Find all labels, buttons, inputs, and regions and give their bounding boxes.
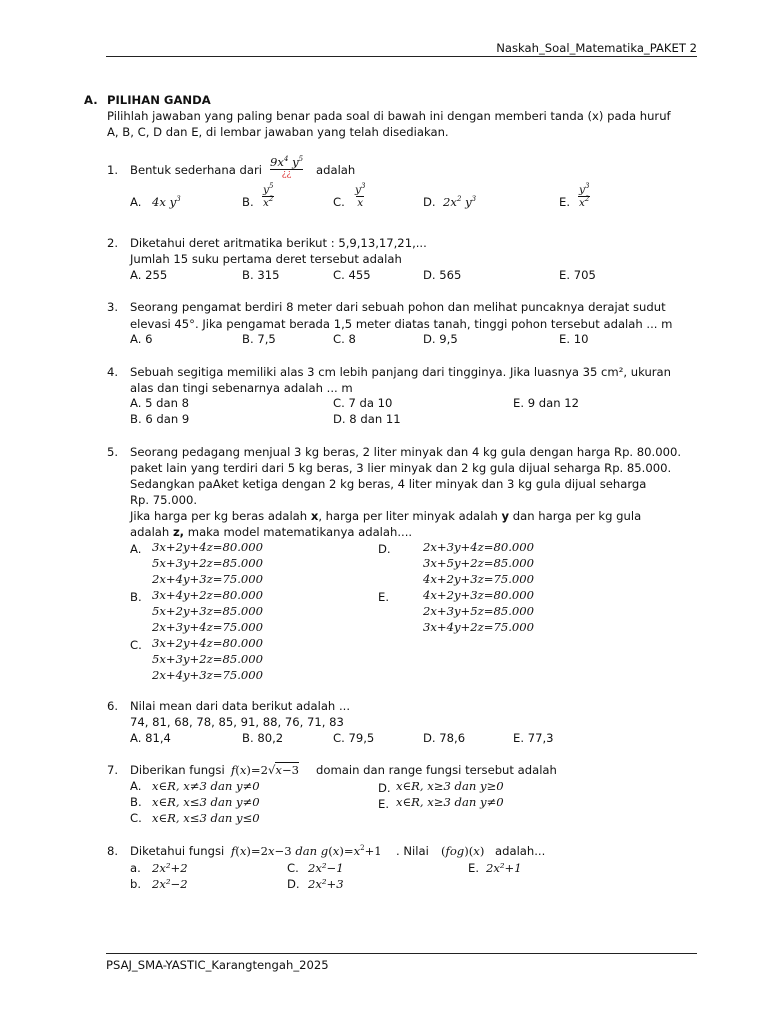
q7-option-c-value: x∈R, x≤3 dan y≤0 <box>152 811 260 825</box>
q5-line-2: paket lain yang terdiri dari 5 kg beras, 3 lier minyak dan 2 kg gula dijual seharga Rp. 85.000. <box>130 461 672 475</box>
q5-line-5 <box>130 508 641 524</box>
q8-option-e-label[interactable]: E. <box>468 861 480 875</box>
q7-text-before: Diberikan fungsi <box>130 763 225 777</box>
q8-option-a-label[interactable]: a. <box>130 861 141 875</box>
q3-option-d[interactable]: D. 9,5 <box>423 332 458 346</box>
section-title: PILIHAN GANDA <box>107 93 211 107</box>
q4-option-c[interactable]: C. 7 da 10 <box>333 396 393 410</box>
q8-text-after: adalah... <box>495 844 546 858</box>
q5-d-eq-3: 4x+2y+3z=75.000 <box>423 572 535 586</box>
q2-line-1: Diketahui deret aritmatika berikut : 5,9,13,17,21,... <box>130 236 427 250</box>
q2-option-e[interactable]: E. 705 <box>559 268 596 282</box>
q5-e-eq-3: 3x+4y+2z=75.000 <box>423 620 535 634</box>
q8-composition-expression: (fog)(x) <box>441 844 485 858</box>
q5-option-e-label[interactable]: E. <box>378 590 390 604</box>
q7-option-c-label[interactable]: C. <box>130 811 142 825</box>
q8-option-a-value: 2x²+2 <box>152 861 188 875</box>
q2-option-b[interactable]: B. 315 <box>242 268 280 282</box>
q8-option-b-label[interactable]: b. <box>130 877 142 891</box>
q3-option-a[interactable]: A. 6 <box>130 332 153 346</box>
section-letter: A. <box>84 93 98 107</box>
q1-option-e-label[interactable]: E. <box>559 195 571 209</box>
q1-fraction-numerator: $9x^4$ $y^5$ <box>270 155 304 169</box>
q2-line-2: Jumlah 15 suku pertama deret tersebut adalah <box>130 252 402 266</box>
q5-b-eq-1: 3x+4y+2z=80.000 <box>152 588 264 602</box>
footer-rule <box>106 953 697 954</box>
q6-option-d[interactable]: D. 78,6 <box>423 731 466 745</box>
q5-option-a-system <box>152 539 263 587</box>
q5-line-5-part-c: dan harga per kg gula <box>509 509 642 523</box>
q3-number: 3. <box>107 300 119 314</box>
q5-b-eq-3: 2x+3y+4z=75.000 <box>152 620 264 634</box>
q8-option-e-value: 2x²+1 <box>486 861 522 875</box>
q5-line-6-part-b: maka model matematikanya adalah.... <box>184 525 413 539</box>
q5-line-3: Sedangkan paAket ketiga dengan 2 kg beras, 4 liter minyak dan 3 kg gula dijual seharga <box>130 477 647 491</box>
q5-d-eq-1: 2x+3y+4z=80.000 <box>423 540 535 554</box>
q4-option-e[interactable]: E. 9 dan 12 <box>513 396 580 410</box>
q5-option-c-system <box>152 635 263 683</box>
q5-line-4: Rp. 75.000. <box>130 493 198 507</box>
q5-a-eq-2: 5x+3y+2z=85.000 <box>152 556 264 570</box>
q7-option-a-label[interactable]: A. <box>130 779 142 793</box>
q8-text-before: Diketahui fungsi <box>130 844 225 858</box>
q7-text-after: domain dan range fungsi tersebut adalah <box>316 763 557 777</box>
q5-number: 5. <box>107 445 119 459</box>
q4-option-b[interactable]: B. 6 dan 9 <box>130 412 190 426</box>
q8-number: 8. <box>107 844 119 858</box>
q5-option-e-system <box>423 587 534 635</box>
q5-line-6-part-a: adalah <box>130 525 173 539</box>
q6-option-a[interactable]: A. 81,4 <box>130 731 171 745</box>
q2-number: 2. <box>107 236 119 250</box>
document-header: Naskah_Soal_Matematika_PAKET 2 <box>496 41 697 55</box>
q1-text-after: adalah <box>316 163 356 177</box>
q6-option-e[interactable]: E. 77,3 <box>513 731 554 745</box>
header-rule <box>106 56 697 57</box>
q1-option-d-label[interactable]: D. <box>423 195 436 209</box>
q1-number: 1. <box>107 163 119 177</box>
q8-option-d-label[interactable]: D. <box>287 877 300 891</box>
q4-line-1: Sebuah segitiga memiliki alas 3 cm lebih panjang dari tingginya. Jika luasnya 35 cm², ukuran <box>130 365 672 379</box>
q5-line-5-part-a: Jika harga per kg beras adalah <box>130 509 311 523</box>
q5-line-1: Seorang pedagang menjual 3 kg beras, 2 liter minyak dan 4 kg gula dengan harga Rp. 80.000. <box>130 445 682 459</box>
q5-b-eq-2: 5x+2y+3z=85.000 <box>152 604 264 618</box>
q6-option-c[interactable]: C. 79,5 <box>333 731 375 745</box>
q5-c-eq-1: 3x+2y+4z=80.000 <box>152 636 264 650</box>
q1-option-d-value: $2x^2$ $y^3$ <box>443 195 477 209</box>
q1-text-before: Bentuk sederhana dari <box>130 163 262 177</box>
q1-option-a-label[interactable]: A. <box>130 195 142 209</box>
q4-option-a[interactable]: A. 5 dan 8 <box>130 396 190 410</box>
q1-option-c-value: $\frac{y^3}{x}$ <box>355 182 366 209</box>
q5-option-c-label[interactable]: C. <box>130 638 142 652</box>
q8-text-mid: . Nilai <box>396 844 429 858</box>
q5-d-eq-2: 3x+5y+2z=85.000 <box>423 556 535 570</box>
q5-c-eq-2: 5x+3y+2z=85.000 <box>152 652 264 666</box>
q1-option-b-label[interactable]: B. <box>242 195 254 209</box>
q3-option-e[interactable]: E. 10 <box>559 332 589 346</box>
q1-option-e-value: $\frac{y^3}{x^2}$ <box>579 182 590 209</box>
q7-option-a-value: x∈R, x≠3 dan y≠0 <box>152 779 260 793</box>
q7-option-d-label[interactable]: D. <box>378 781 391 795</box>
q4-number: 4. <box>107 365 119 379</box>
q7-option-b-label[interactable]: B. <box>130 795 142 809</box>
q6-line-1: Nilai mean dari data berikut adalah ... <box>130 699 351 713</box>
q5-option-a-label[interactable]: A. <box>130 542 142 556</box>
q7-number: 7. <box>107 763 119 777</box>
q1-option-a-value: 4x $y^3$ <box>152 195 181 209</box>
q8-option-d-value: 2x²+3 <box>308 877 344 891</box>
q5-option-d-label[interactable]: D. <box>378 542 391 556</box>
q2-option-c[interactable]: C. 455 <box>333 268 371 282</box>
q5-line-5-part-b: , harga per liter minyak adalah <box>318 509 502 523</box>
q5-a-eq-1: 3x+2y+4z=80.000 <box>152 540 264 554</box>
q7-function-expression: f(x)=2√x−3 <box>231 763 300 777</box>
q5-option-b-system <box>152 587 263 635</box>
q3-option-c[interactable]: C. 8 <box>333 332 356 346</box>
q5-line-6 <box>130 524 412 540</box>
q4-line-2: alas dan tingi sebenarnya adalah ... m <box>130 381 353 395</box>
q5-a-eq-3: 2x+4y+3z=75.000 <box>152 572 264 586</box>
q5-var-y: y <box>501 509 510 523</box>
q1-fraction-denominator: ¿¿ <box>281 169 292 179</box>
q5-var-z: z, <box>172 525 185 539</box>
q6-number: 6. <box>107 699 119 713</box>
q5-c-eq-3: 2x+4y+3z=75.000 <box>152 668 264 682</box>
q1-option-b-value: $\frac{y^5}{x^2}$ <box>263 182 274 209</box>
q3-line-1: Seorang pengamat berdiri 8 meter dari sebuah pohon dan melihat puncaknya derajat sudut <box>130 300 666 314</box>
q3-line-2: elevasi 45°. Jika pengamat berada 1,5 meter diatas tanah, tinggi pohon tersebut adalah ... m <box>130 317 673 331</box>
q7-option-b-value: x∈R, x≤3 dan y≠0 <box>152 795 260 809</box>
q6-option-b[interactable]: B. 80,2 <box>242 731 284 745</box>
q1-option-c-label[interactable]: C. <box>333 195 345 209</box>
section-instruction-line-1: Pilihlah jawaban yang paling benar pada soal di bawah ini dengan memberi tanda (x) pada huruf <box>107 109 671 123</box>
q6-data-list: 74, 81, 68, 78, 85, 91, 88, 76, 71, 83 <box>130 715 344 729</box>
q4-option-d[interactable]: D. 8 dan 11 <box>333 412 401 426</box>
q5-option-b-label[interactable]: B. <box>130 590 142 604</box>
q5-option-d-system <box>423 539 534 587</box>
q8-option-b-value: 2x²−2 <box>152 877 188 891</box>
q7-option-e-label[interactable]: E. <box>378 797 390 811</box>
q8-option-c-label[interactable]: C. <box>287 861 299 875</box>
q7-option-e-value: x∈R, x≥3 dan y≠0 <box>396 795 504 809</box>
q5-e-eq-1: 4x+2y+3z=80.000 <box>423 588 535 602</box>
section-instruction-line-2: A, B, C, D dan E, di lembar jawaban yang telah disediakan. <box>107 125 449 139</box>
document-footer: PSAJ_SMA-YASTIC_Karangtengah_2025 <box>106 958 329 972</box>
q8-function-definitions: f(x)=2x−3 dan $g(x)=x^2+1$ <box>231 844 382 858</box>
q5-e-eq-2: 2x+3y+5z=85.000 <box>423 604 535 618</box>
q8-option-c-value: 2x²−1 <box>308 861 344 875</box>
q7-option-d-value: x∈R, x≥3 dan y≥0 <box>396 779 504 793</box>
q2-option-d[interactable]: D. 565 <box>423 268 462 282</box>
q2-option-a[interactable]: A. 255 <box>130 268 168 282</box>
q3-option-b[interactable]: B. 7,5 <box>242 332 276 346</box>
q1-fraction <box>270 155 303 178</box>
q5-var-x: x <box>310 509 319 523</box>
